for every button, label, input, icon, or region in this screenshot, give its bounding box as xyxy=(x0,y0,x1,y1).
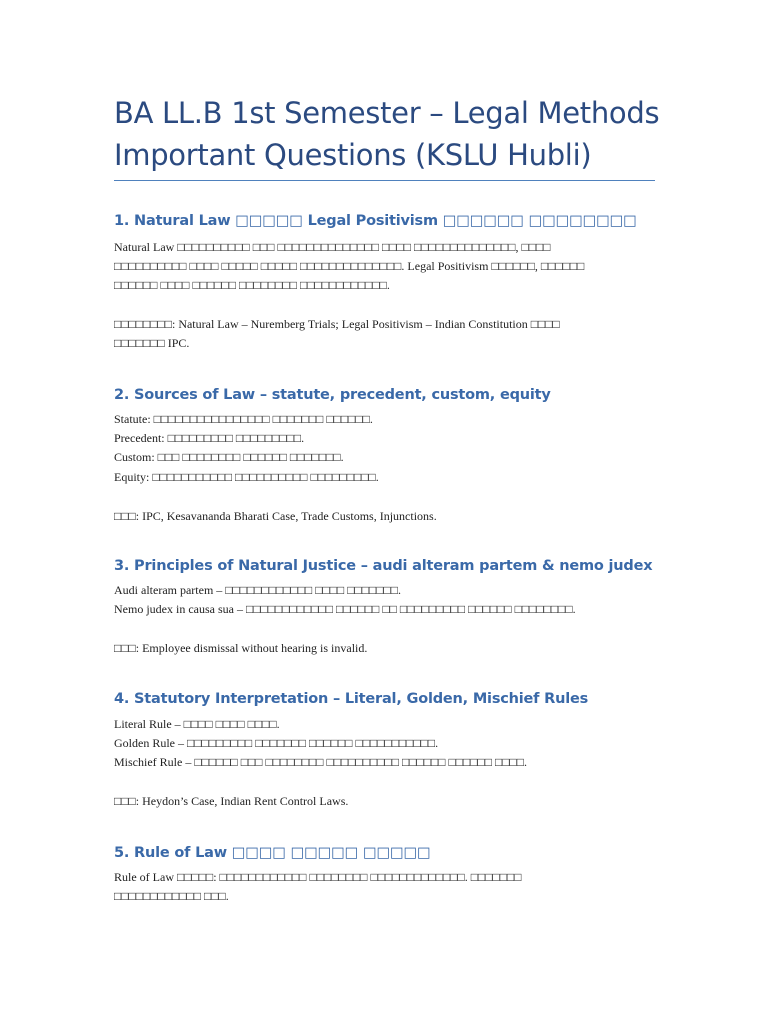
text-line: □□□□□□□ IPC. xyxy=(114,336,190,351)
section-1-paragraph-2 xyxy=(114,315,654,353)
section-heading-5: 5. Rule of Law □□□□ □□□□□ □□□□□ xyxy=(114,845,431,861)
section-heading-2: 2. Sources of Law – statute, precedent, custom, equity xyxy=(114,387,551,403)
section-heading-4: 4. Statutory Interpretation – Literal, Golden, Mischief Rules xyxy=(114,691,589,707)
text-line: Natural Law □□□□□□□□□□ □□□ □□□□□□□□□□□□□□ □□□□ □□□□□□□□□□□□□□, □□□□ xyxy=(114,240,551,254)
text-line: □□□: Employee dismissal without hearing is invalid. xyxy=(114,641,368,655)
section-4-paragraph-2 xyxy=(114,792,654,811)
text-line: □□□: IPC, Kesavananda Bharati Case, Trade Customs, Injunctions. xyxy=(114,509,437,523)
text-line: □□□: Heydon’s Case, Indian Rent Control Laws. xyxy=(114,794,349,808)
section-heading-1: 1. Natural Law □□□□□ Legal Positivism □□□□□□ □□□□□□□□ xyxy=(114,213,637,229)
text-line: Precedent: □□□□□□□□□ □□□□□□□□□. xyxy=(114,431,305,446)
text-line: □□□□□□□□□□ □□□□ □□□□□ □□□□□ □□□□□□□□□□□□□□. Legal Positivism □□□□□□, □□□□□□ xyxy=(114,259,585,274)
text-line: Custom: □□□ □□□□□□□□ □□□□□□ □□□□□□□. xyxy=(114,450,344,465)
title-underline xyxy=(114,180,655,181)
section-4-paragraph-1 xyxy=(114,715,654,773)
section-5-paragraph-1 xyxy=(114,868,654,906)
text-line: Audi alteram partem – □□□□□□□□□□□□ □□□□ □□□□□□□. xyxy=(114,583,401,597)
title-line-1: BA LL.B 1st Semester – Legal Methods xyxy=(114,96,660,130)
text-line: □□□□□□□□□□□□ □□□. xyxy=(114,889,229,904)
text-line: Statute: □□□□□□□□□□□□□□□□ □□□□□□□ □□□□□□. xyxy=(114,412,373,426)
text-line: Equity: □□□□□□□□□□□ □□□□□□□□□□ □□□□□□□□□. xyxy=(114,469,379,484)
text-line: □□□□□□ □□□□ □□□□□□ □□□□□□□□ □□□□□□□□□□□□. xyxy=(114,278,390,293)
section-3-paragraph-1 xyxy=(114,581,654,619)
text-line: Golden Rule – □□□□□□□□□ □□□□□□□ □□□□□□ □□□□□□□□□□□. xyxy=(114,736,439,751)
page-title xyxy=(114,92,660,176)
section-2-paragraph-2 xyxy=(114,507,654,526)
section-heading-3: 3. Principles of Natural Justice – audi alteram partem & nemo judex xyxy=(114,558,653,574)
section-1-paragraph-1 xyxy=(114,238,654,296)
title-line-2: Important Questions (KSLU Hubli) xyxy=(114,138,592,172)
section-2-paragraph-1 xyxy=(114,410,654,487)
text-line: □□□□□□□□: Natural Law – Nuremberg Trials; Legal Positivism – Indian Constitution □□□□ xyxy=(114,317,560,331)
text-line: Rule of Law □□□□□: □□□□□□□□□□□□ □□□□□□□□ □□□□□□□□□□□□□. □□□□□□□ xyxy=(114,870,522,884)
text-line: Nemo judex in causa sua – □□□□□□□□□□□□ □□□□□□ □□ □□□□□□□□□ □□□□□□ □□□□□□□□. xyxy=(114,602,576,617)
text-line: Literal Rule – □□□□ □□□□ □□□□. xyxy=(114,717,280,731)
text-line: Mischief Rule – □□□□□□ □□□ □□□□□□□□ □□□□□□□□□□ □□□□□□ □□□□□□ □□□□. xyxy=(114,755,527,770)
section-3-paragraph-2 xyxy=(114,639,654,658)
